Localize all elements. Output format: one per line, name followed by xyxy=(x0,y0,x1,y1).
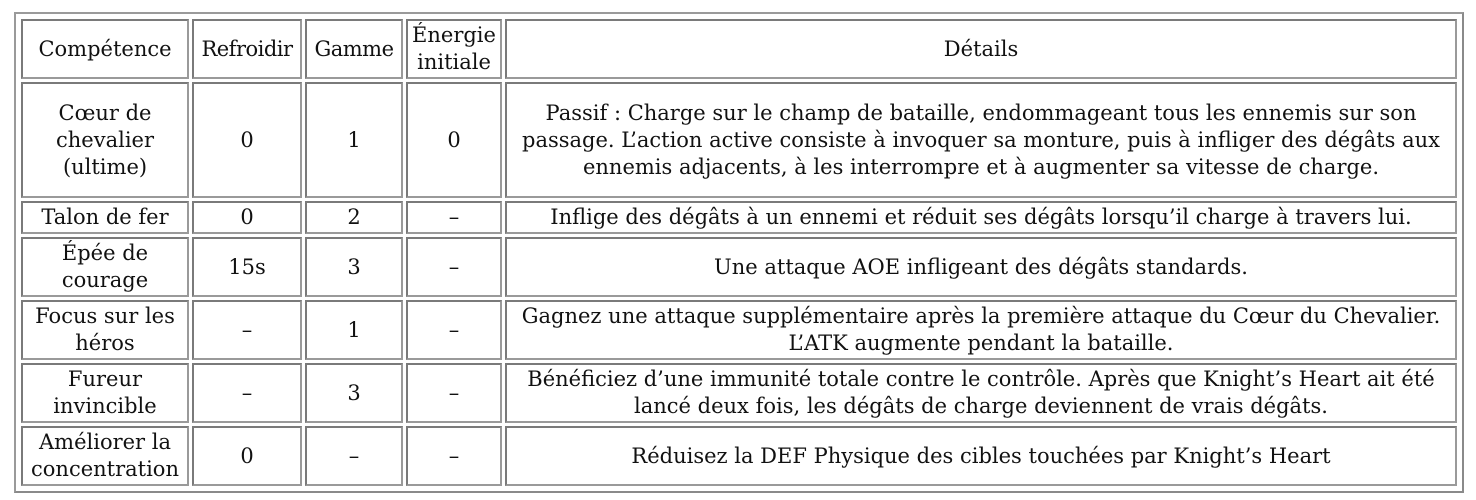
cell-range: 1 xyxy=(305,300,403,360)
cell-details: Une attaque AOE infligeant des dégâts standards. xyxy=(505,237,1457,297)
header-details: Détails xyxy=(505,19,1457,79)
cell-skill: Talon de fer xyxy=(21,201,189,234)
cell-range: 2 xyxy=(305,201,403,234)
table-header-row xyxy=(21,19,1457,79)
cell-skill: Améliorer la concentration xyxy=(21,426,189,486)
cell-energy: – xyxy=(406,300,502,360)
header-energy: Énergie initiale xyxy=(406,19,502,79)
cell-details: Bénéficiez d’une immunité totale contre le contrôle. Après que Knight’s Heart ait été lancé deux fois, les dégâts de charge deviennent de vrais dégâts. xyxy=(505,363,1457,423)
cell-energy: – xyxy=(406,201,502,234)
cell-details: Passif : Charge sur le champ de bataille, endommageant tous les ennemis sur son passage. L’action active consiste à invoquer sa monture, puis à infliger des dégâts aux ennemis adjacents, à les interrompre et à augmenter sa vitesse de charge. xyxy=(505,82,1457,198)
header-cooldown: Refroidir xyxy=(192,19,302,79)
cell-cooldown: – xyxy=(192,363,302,423)
header-range: Gamme xyxy=(305,19,403,79)
cell-cooldown: 0 xyxy=(192,82,302,198)
table-row xyxy=(21,237,1457,297)
cell-range: 3 xyxy=(305,237,403,297)
cell-energy: – xyxy=(406,363,502,423)
cell-skill: Focus sur les héros xyxy=(21,300,189,360)
cell-energy: – xyxy=(406,237,502,297)
cell-cooldown: 0 xyxy=(192,426,302,486)
cell-energy: – xyxy=(406,426,502,486)
cell-cooldown: – xyxy=(192,300,302,360)
cell-skill: Épée de courage xyxy=(21,237,189,297)
cell-details: Gagnez une attaque supplémentaire après la première attaque du Cœur du Chevalier. L’ATK augmente pendant la bataille. xyxy=(505,300,1457,360)
table-row xyxy=(21,300,1457,360)
skills-table-container xyxy=(14,12,1464,493)
skills-table xyxy=(18,16,1460,489)
table-row xyxy=(21,426,1457,486)
cell-energy: 0 xyxy=(406,82,502,198)
cell-details: Réduisez la DEF Physique des cibles touchées par Knight’s Heart xyxy=(505,426,1457,486)
cell-range: 1 xyxy=(305,82,403,198)
cell-cooldown: 15s xyxy=(192,237,302,297)
table-row xyxy=(21,82,1457,198)
cell-details: Inflige des dégâts à un ennemi et réduit ses dégâts lorsqu’il charge à travers lui. xyxy=(505,201,1457,234)
cell-skill: Fureur invincible xyxy=(21,363,189,423)
header-skill: Compétence xyxy=(21,19,189,79)
cell-range: 3 xyxy=(305,363,403,423)
table-row xyxy=(21,363,1457,423)
cell-range: – xyxy=(305,426,403,486)
cell-cooldown: 0 xyxy=(192,201,302,234)
table-row xyxy=(21,201,1457,234)
cell-skill: Cœur de chevalier (ultime) xyxy=(21,82,189,198)
